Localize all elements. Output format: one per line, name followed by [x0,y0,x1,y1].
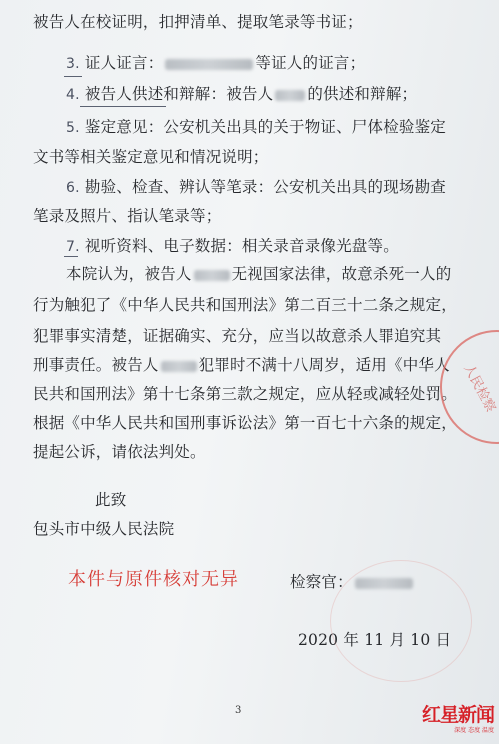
handwritten-underline [80,106,166,107]
redacted-name [161,361,197,372]
item-7-text: 视听资料、电子数据：相关录音录像光盘等。 [84,237,399,255]
evidence-line-documents: 被告人在校证明，扣押清单、提取笔录等书证； [33,13,363,31]
document-date: 2020 年 11 月 10 日 [298,631,452,649]
opinion-text-b: 无视国家法律，故意杀死一人的 [231,265,452,283]
item-3-line [66,53,365,74]
seal-text: 人民检察 [460,361,499,415]
item-4-label: 被告人供述和辩解：被告人 [84,85,274,103]
item-5-text: 鉴定意见：公安机关出具的关于物证、尸体检验鉴定 [84,118,447,136]
item-5-continuation: 文书等相关鉴定意见和情况说明； [33,148,269,166]
item-4-line [66,84,417,105]
item-3-label: 证人证言： [84,54,164,72]
item-6-continuation: 笔录及照片、指认笔录等； [33,207,222,225]
redacted-names [165,59,253,70]
item-number-3: 3. [66,56,80,72]
opinion-text-d: 犯罪时不满十八周岁，适用《中华人 [198,356,450,374]
opinion-line-2: 行为触犯了《中华人民共和国刑法》第二百三十二条之规定， [33,296,457,314]
watermark-tagline: 深度 态度 温度 [454,727,494,734]
item-7-line [66,236,399,257]
opinion-line-3: 犯罪事实清楚，证据确实、充分，应当以故意杀人罪追究其 [33,327,442,345]
item-4-text: 的供述和辩解； [307,85,418,103]
opinion-line-7: 提起公诉，请依法判处。 [33,443,206,461]
item-number-5: 5. [66,120,80,136]
item-3-text: 等证人的证言； [255,54,366,72]
item-6-line [66,177,446,198]
item-5-line [66,117,446,138]
item-6-text: 勘验、检查、辨认等笔录：公安机关出具的现场勘查 [84,178,447,196]
opinion-text-c: 刑事责任。被告人 [33,356,159,374]
handwritten-underline [64,76,82,77]
prosecutor-label: 检察官： [290,573,353,591]
watermark-logo [418,700,498,740]
redacted-name [194,270,230,281]
salutation: 此致 [95,491,127,509]
page-number: 3 [235,705,242,716]
item-number-6: 6. [66,180,80,196]
opinion-line-5: 民共和国刑法》第十七条第三款之规定，应从轻或减轻处罚。 [33,385,457,403]
faint-seal-impression [330,560,472,682]
opinion-line-1 [66,264,451,284]
verification-stamp: 本件与原件核对无异 [68,569,239,590]
opinion-text-a: 本院认为，被告人 [66,265,192,283]
item-number-7: 7. [66,239,80,255]
opinion-line-6: 根据《中华人民共和国刑事诉讼法》第一百七十六条的规定， [33,414,457,432]
opinion-line-4 [33,355,450,375]
item-number-4: 4. [66,87,80,103]
redacted-name [275,90,305,101]
handwritten-underline [64,256,78,257]
watermark-brand: 红星新闻 [421,704,494,726]
recipient-court: 包头市中级人民法院 [33,520,175,538]
